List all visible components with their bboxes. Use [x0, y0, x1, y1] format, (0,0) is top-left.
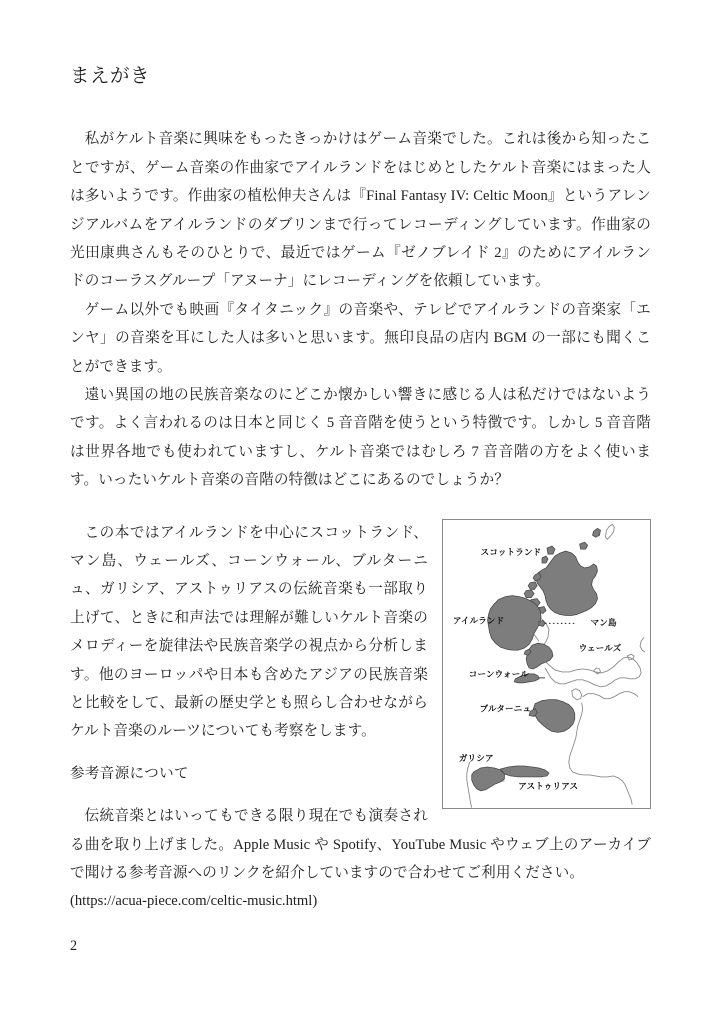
- map-and-text-block: [70, 519, 651, 916]
- reference-url: (https://acua-piece.com/celtic-music.html): [70, 893, 318, 910]
- paragraph-2: ゲーム以外でも映画『タイタニック』の音楽や、テレビでアイルランドの音楽家「エンヤ」の音楽を耳にした人は多いと思います。無印良品の店内 BGM の一部にも聞くことができます。: [70, 301, 651, 375]
- block-spacer: [70, 495, 651, 519]
- map-label-ireland: アイルランド: [452, 615, 505, 626]
- section-paragraph: 伝統音楽とはいってもできる限り現在でも演奏される曲を取り上げました。Apple Music や Spotify、YouTube Music やウェブ上のアーカイブで聞ける参考音源へのリンクを紹介していますので合わせてご利用ください。: [70, 808, 651, 881]
- paragraph-3: 遠い異国の地の民族音楽なのにどこか懐かしい響きに感じる人は私だけではないようです。よく言われるのは日本と同じく 5 音音階を使うという特徴です。しかし 5 音音階は世界各地でも使われていますし、ケルト音楽ではむしろ 7 音音階の方をよく使います。いったいケルト音楽の音階の特徴はどこにあるのでしょうか？: [70, 386, 651, 489]
- celtic-regions-map: [442, 519, 651, 809]
- map-label-asturias: アストゥリアス: [518, 781, 579, 792]
- section-heading-reference-audio: 参考音源について: [70, 765, 189, 782]
- paragraph-1: 私がケルト音楽に興味をもったきっかけはゲーム音楽でした。これは後から知ったことですが、ゲーム音楽の作曲家でアイルランドをはじめとしたケルト音楽にはまった人は多いようです。作曲家の植松伸夫さんは『Final Fantasy IV: Celtic Moon』というアレンジアルバムをアイルランドのダブリンまで行ってレコーディングしています。作曲家の光田康典さんもそのひとりで、最近ではゲーム『ゼノブレイド 2』のためにアイルランドのコーラスグループ「アヌーナ」にレコーディングを依頼しています。: [70, 131, 651, 290]
- page-number: 2: [70, 938, 78, 954]
- map-label-isle-of-man: マン島: [590, 617, 617, 628]
- page-title: まえがき: [70, 64, 151, 87]
- map-label-galicia: ガリシア: [458, 753, 494, 764]
- paragraph-4: この本ではアイルランドを中心にスコットランド、マン島、ウェールズ、コーンウォール、ブルターニュ、ガリシア、アストゥリアスの伝統音楽も一部取り上げて、ときに和声法では理解が難しいケルト音楽のメロディーを旋律法や民族音楽学の視点から分析します。他のヨーロッパや日本も含めたアジアの民族音楽と比較をして、最新の歴史学とも照らし合わせながらケルト音楽のルーツについても考察をします。: [70, 524, 428, 740]
- map-label-scotland: スコットランド: [480, 547, 542, 558]
- map-label-cornwall: コーンウォール: [468, 669, 529, 680]
- map-label-wales: ウェールズ: [578, 643, 622, 654]
- map-background: [443, 520, 650, 807]
- map-label-brittany: ブルターニュ: [479, 704, 532, 715]
- map-figure-svg: [443, 520, 650, 808]
- page-content: [70, 62, 651, 916]
